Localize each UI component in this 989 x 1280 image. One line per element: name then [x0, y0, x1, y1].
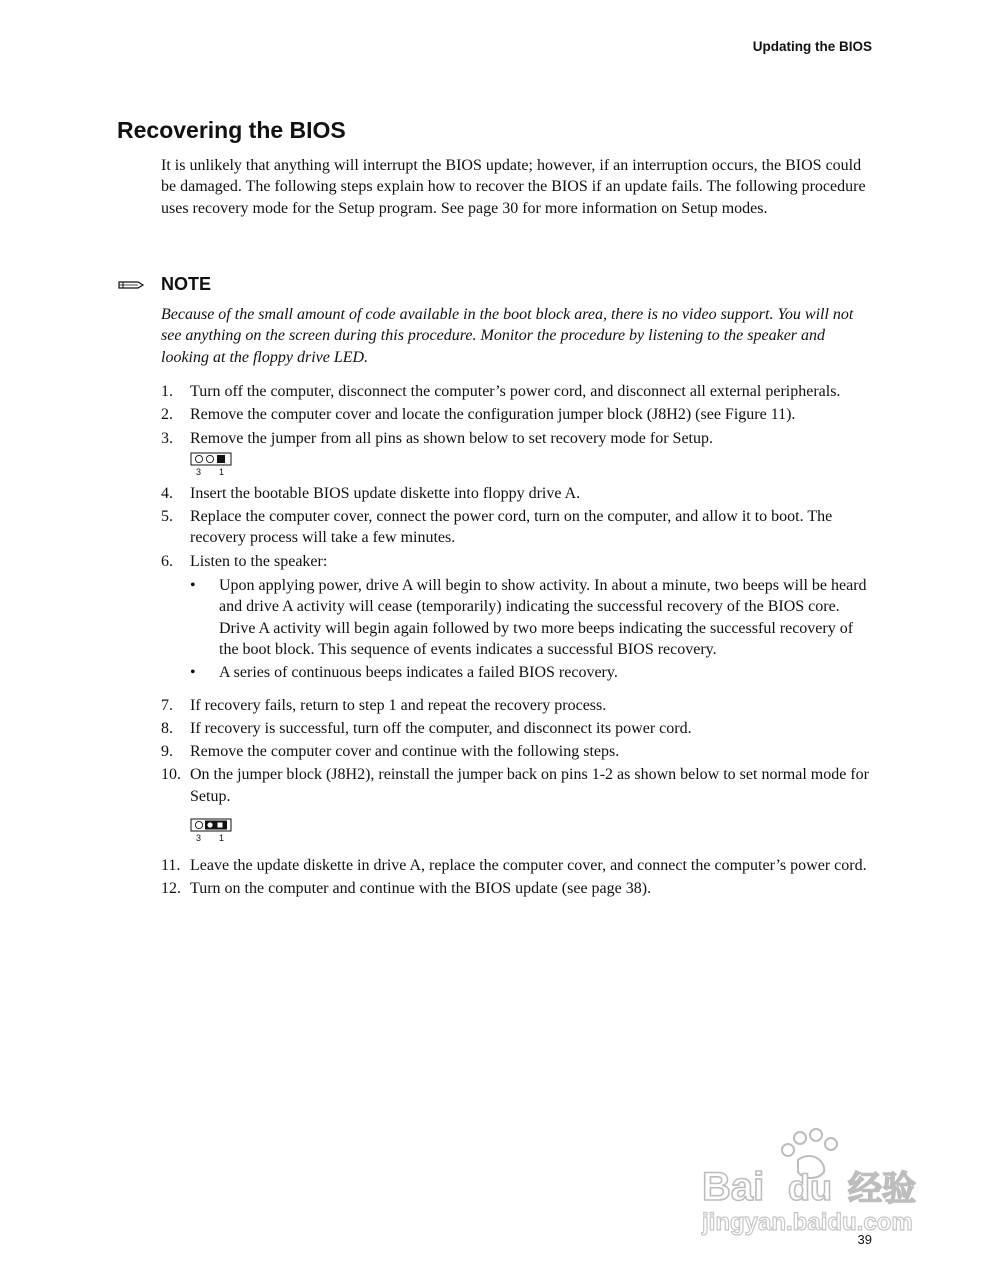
pencil-icon: [117, 278, 145, 292]
step-text: If recovery is successful, turn off the computer, and disconnect its power cord.: [190, 719, 692, 737]
list-item: [161, 855, 873, 876]
step-text: Remove the computer cover and continue with the following steps.: [190, 743, 620, 761]
list-item: [161, 878, 873, 899]
list-item: [161, 741, 873, 762]
bullet-symbol: •: [190, 664, 196, 682]
pin-label-3: 3: [196, 833, 202, 844]
step-text: Listen to the speaker:: [190, 552, 328, 570]
bullet-list: [190, 575, 873, 683]
procedure-steps: [161, 381, 873, 902]
note-text: Because of the small amount of code available in the boot block area, there is no video support. You will not see anything on the screen during this procedure. Monitor the procedure by listening to the speaker and looking at the floppy drive LED.: [161, 306, 854, 366]
baidu-watermark-logo: [700, 1128, 940, 1238]
step-text: If recovery fails, return to step 1 and repeat the recovery process.: [190, 696, 607, 714]
section-title: Recovering the BIOS: [117, 117, 346, 143]
jumper-diagram-recovery: [190, 451, 873, 477]
list-item: [161, 381, 873, 402]
step-text: Turn off the computer, disconnect the computer’s power cord, and disconnect all external peripherals.: [190, 383, 841, 400]
step-text: Turn on the computer and continue with the BIOS update (see page 38).: [190, 880, 652, 898]
step-number: 3.: [161, 429, 173, 447]
svg-text:Bai: Bai: [702, 1165, 765, 1209]
list-item: [161, 428, 873, 481]
page-number: 39: [857, 1232, 872, 1247]
step-number: 4.: [161, 484, 173, 502]
step-text: Remove the jumper from all pins as shown below to set recovery mode for Setup.: [190, 429, 713, 447]
bullet-symbol: •: [190, 577, 196, 595]
bullet-item: [190, 575, 873, 660]
note-heading: [117, 274, 211, 295]
step-text: Replace the computer cover, connect the power cord, turn on the computer, and allow it to boot. The recovery process will take a few minutes.: [190, 508, 833, 547]
step-text: Remove the computer cover and locate the configuration jumper block (J8H2) (see Figure 11).: [190, 406, 796, 424]
step-number: 11.: [161, 857, 181, 875]
svg-text:经验: 经验: [848, 1169, 916, 1209]
step-number: 10.: [161, 766, 181, 784]
step-number: 8.: [161, 719, 173, 737]
list-item: [161, 506, 873, 549]
bullet-text: Upon applying power, drive A will begin to show activity. In about a minute, two beeps will be heard and drive A activity will cease (temporarily) indicating the successful recovery of the BIOS core. Drive A activity will begin again followed by two more beeps indicating the successful recovery of the boot block. This sequence of events indicates a successful BIOS recovery.: [219, 577, 867, 658]
step-number: 5.: [161, 508, 173, 526]
list-item: [161, 483, 873, 504]
pin-label-1: 1: [219, 466, 225, 477]
list-item: [161, 695, 873, 716]
jumper-diagram-normal: [190, 817, 873, 843]
intro-paragraph: It is unlikely that anything will interrupt the BIOS update; however, if an interruption occurs, the BIOS could be damaged. The following steps explain how to recover the BIOS if an update fails. The following procedure uses recovery mode for the Setup program. See page 30 for more information on Setup modes.: [161, 157, 866, 217]
pin-label-1: 1: [219, 833, 225, 844]
list-item: [161, 764, 873, 853]
bullet-text: A series of continuous beeps indicates a failed BIOS recovery.: [219, 664, 618, 682]
svg-text:du: du: [788, 1167, 832, 1208]
step-text: Leave the update diskette in drive A, replace the computer cover, and connect the computer’s power cord.: [190, 857, 867, 875]
note-label: NOTE: [161, 274, 212, 294]
step-text: On the jumper block (J8H2), reinstall the jumper back on pins 1-2 as shown below to set normal mode for Setup.: [190, 766, 869, 805]
bullet-item: [190, 662, 873, 683]
step-number: 12.: [161, 880, 181, 898]
list-item: [161, 404, 873, 425]
step-number: 2.: [161, 406, 173, 424]
step-number: 1.: [161, 383, 173, 400]
list-item: [161, 718, 873, 739]
svg-text:jingyan.baidu.com: jingyan.baidu.com: [702, 1209, 913, 1236]
step-number: 9.: [161, 743, 173, 761]
step-text: Insert the bootable BIOS update diskette into floppy drive A.: [190, 484, 581, 502]
pin-label-3: 3: [196, 466, 202, 477]
running-header: Updating the BIOS: [752, 39, 872, 54]
list-item: [161, 551, 873, 693]
step-number: 7.: [161, 696, 173, 714]
step-number: 6.: [161, 552, 173, 570]
